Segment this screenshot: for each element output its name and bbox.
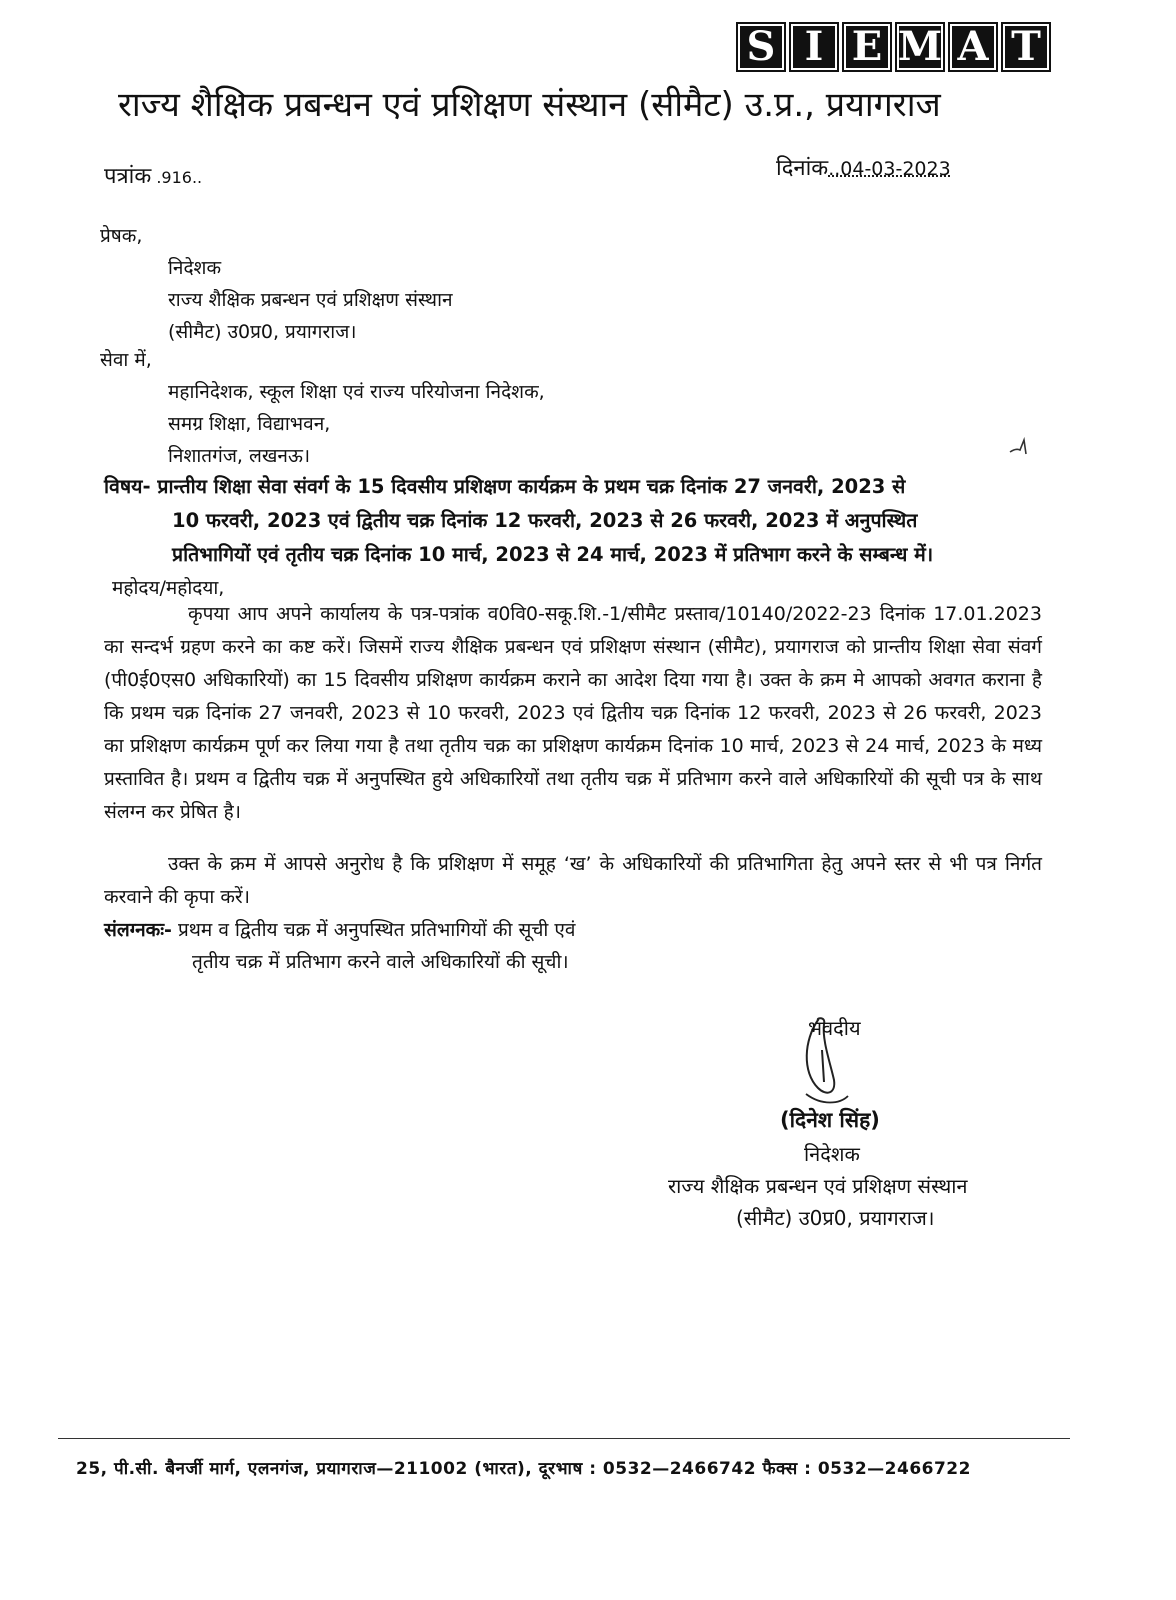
recipient-line: निशातगंज, लखनऊ। [168, 445, 311, 467]
sender-label: प्रेषक, [100, 225, 143, 247]
recipient-line: महानिदेशक, स्कूल शिक्षा एवं राज्य परियोजना निदेशक, [168, 381, 545, 403]
signatory-designation: निदेशक [804, 1142, 860, 1166]
footer-divider [58, 1438, 1070, 1439]
sender-line: (सीमैट) उ0प्र0, प्रयागराज। [168, 321, 357, 343]
enclosure-text: प्रथम व द्वितीय चक्र में अनुपस्थित प्रतिभागियों की सूची एवं [177, 919, 576, 941]
salutation: महोदय/महोदया, [112, 577, 225, 599]
closing-text: भवदीय [808, 1016, 861, 1040]
pen-tick-icon [1008, 436, 1036, 458]
organization-title: राज्य शैक्षिक प्रबन्धन एवं प्रशिक्षण संस्थान (सीमैट) उ.प्र., प्रयागराज [118, 85, 941, 125]
enclosure-label: संलग्नकः- [104, 919, 172, 941]
date-label: दिनांक [776, 156, 829, 181]
date-value: ..04-03-2023 [828, 158, 951, 180]
logo-letter: A [948, 22, 998, 72]
logo-letter: S [736, 22, 786, 72]
reference-number [104, 160, 202, 190]
sender-line: निदेशक [168, 257, 222, 279]
subject-line: प्रतिभागियों एवं तृतीय चक्र दिनांक 10 मार्च, 2023 से 24 मार्च, 2023 में प्रतिभाग करने के सम्बन्ध में। [172, 543, 934, 566]
signatory-organization: राज्य शैक्षिक प्रबन्धन एवं प्रशिक्षण संस्थान [668, 1174, 968, 1198]
footer-address: 25, पी.सी. बैनर्जी मार्ग, एलनगंज, प्रयागराज—211002 (भारत), दूरभाष : 0532—2466742 फैक्स : 0532—2466722 [76, 1459, 971, 1479]
letter-date [776, 152, 951, 182]
subject-line: विषय- प्रान्तीय शिक्षा सेवा संवर्ग के 15 दिवसीय प्रशिक्षण कार्यक्रम के प्रथम चक्र दिनांक 27 जनवरी, 2023 से [104, 475, 906, 498]
siemat-logo [736, 22, 1051, 72]
body-paragraph-2: उक्त के क्रम में आपसे अनुरोध है कि प्रशिक्षण में समूह ‘ख’ के अधिकारियों की प्रतिभागिता हेतु अपने स्तर से भी पत्र निर्गत करवाने की कृपा करें। [104, 853, 1042, 908]
logo-letter: M [895, 22, 945, 72]
logo-letter: T [1001, 22, 1051, 72]
signatory-name: (दिनेश सिंह) [780, 1108, 880, 1132]
recipient-line: समग्र शिक्षा, विद्याभवन, [168, 413, 331, 435]
sender-line: राज्य शैक्षिक प्रबन्धन एवं प्रशिक्षण संस्थान [168, 289, 453, 311]
enclosure-line-2: तृतीय चक्र में प्रतिभाग करने वाले अधिकारियों की सूची। [192, 951, 569, 973]
reference-value: .916.. [151, 168, 203, 187]
subject-block [104, 470, 1044, 572]
subject-line: 10 फरवरी, 2023 एवं द्वितीय चक्र दिनांक 12 फरवरी, 2023 से 26 फरवरी, 2023 में अनुपस्थित [172, 509, 918, 532]
logo-letter: E [842, 22, 892, 72]
recipient-label: सेवा में, [100, 349, 152, 371]
logo-letter: I [789, 22, 839, 72]
body-paragraph-1: कृपया आप अपने कार्यालय के पत्र-पत्रांक व0वि0-सकू.शि.-1/सीमैट प्रस्ताव/10140/2022-23 दिनांक 17.01.2023 का सन्दर्भ ग्रहण करने का कष्ट करें। जिसमें राज्य शैक्षिक प्रबन्धन एवं प्रशिक्षण संस्थान (सीमैट), प्रयागराज को प्रान्तीय शिक्षा सेवा संवर्ग (पी0ई0एस0 अधिकारियों) का 15 दिवसीय प्रशिक्षण कार्यक्रम कराने का आदेश दिया गया है। उक्त के क्रम मे आपको अवगत कराना है कि प्रथम चक्र दिनांक 27 जनवरी, 2023 से 10 फरवरी, 2023 एवं द्वितीय चक्र दिनांक 12 फरवरी, 2023 से 26 फरवरी, 2023 का प्रशिक्षण कार्यक्रम पूर्ण कर लिया गया है तथा तृतीय चक्र का प्रशिक्षण कार्यक्रम दिनांक 10 मार्च, 2023 से 24 मार्च, 2023 के मध्य प्रस्तावित है। प्रथम व द्वितीय चक्र में अनुपस्थित हुये अधिकारियों तथा तृतीय चक्र में प्रतिभाग करने वाले अधिकारियों की सूची पत्र के साथ संलग्न कर प्रेषित है। [104, 603, 1042, 823]
signatory-location: (सीमैट) उ0प्र0, प्रयागराज। [736, 1206, 935, 1230]
enclosure-line [104, 916, 575, 942]
reference-label: पत्रांक [104, 164, 152, 189]
